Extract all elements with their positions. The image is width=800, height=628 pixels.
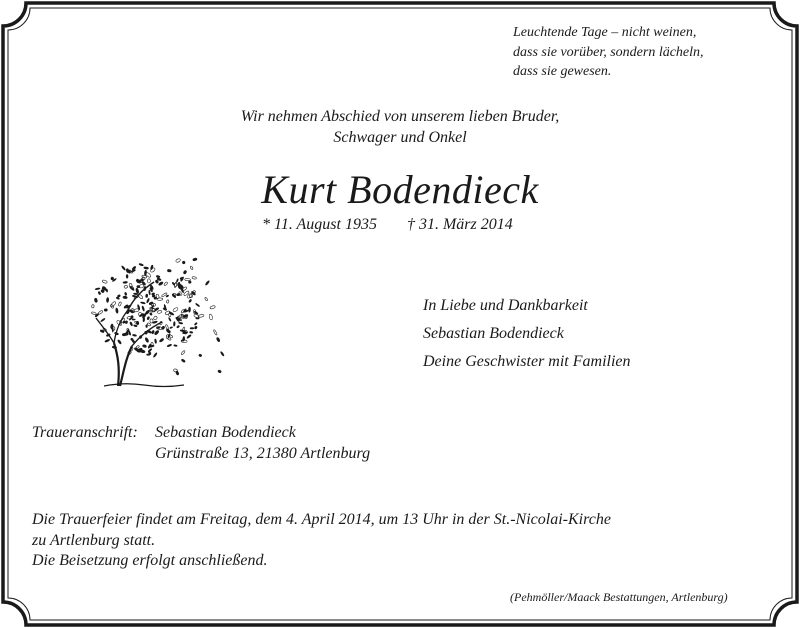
- service-line: Die Beisetzung erfolgt anschließend.: [32, 552, 268, 569]
- intro-line: Schwager und Onkel: [333, 129, 467, 146]
- funeral-home-credit: (Pehmöller/Maack Bestattungen, Artlenburg): [510, 590, 728, 604]
- mourners-line: Sebastian Bodendieck: [423, 325, 564, 342]
- motto-line: dass sie gewesen.: [513, 64, 612, 79]
- service-line: Die Trauerfeier findet am Freitag, dem 4. April 2014, um 13 Uhr in der St.-Nicolai-Kirche: [32, 511, 611, 528]
- intro-text: [0, 106, 800, 148]
- tree-icon: [84, 248, 230, 394]
- motto-line: dass sie vorüber, sondern lächeln,: [513, 44, 704, 60]
- address-label: Traueranschrift:: [32, 424, 138, 441]
- mourners-list: [423, 292, 631, 376]
- deceased-name: Kurt Bodendieck: [261, 167, 539, 212]
- address-street: Grünstraße 13, 21380 Artlenburg: [155, 445, 371, 462]
- motto-line: Leuchtende Tage – nicht weinen,: [513, 25, 697, 40]
- intro-line: Wir nehmen Abschied von unserem lieben Bruder,: [240, 108, 560, 125]
- death-date: † 31. März 2014: [406, 216, 513, 233]
- motto-verse: [513, 23, 704, 82]
- service-line: zu Artlenburg statt.: [32, 531, 156, 549]
- mourners-line: Deine Geschwister mit Familien: [423, 353, 631, 370]
- service-notice: [32, 510, 611, 572]
- life-dates: [262, 216, 513, 234]
- mourners-line: In Liebe und Dankbarkeit: [423, 297, 588, 314]
- birth-date: * 11. August 1935: [262, 216, 377, 233]
- address-name: Sebastian Bodendieck: [155, 424, 296, 441]
